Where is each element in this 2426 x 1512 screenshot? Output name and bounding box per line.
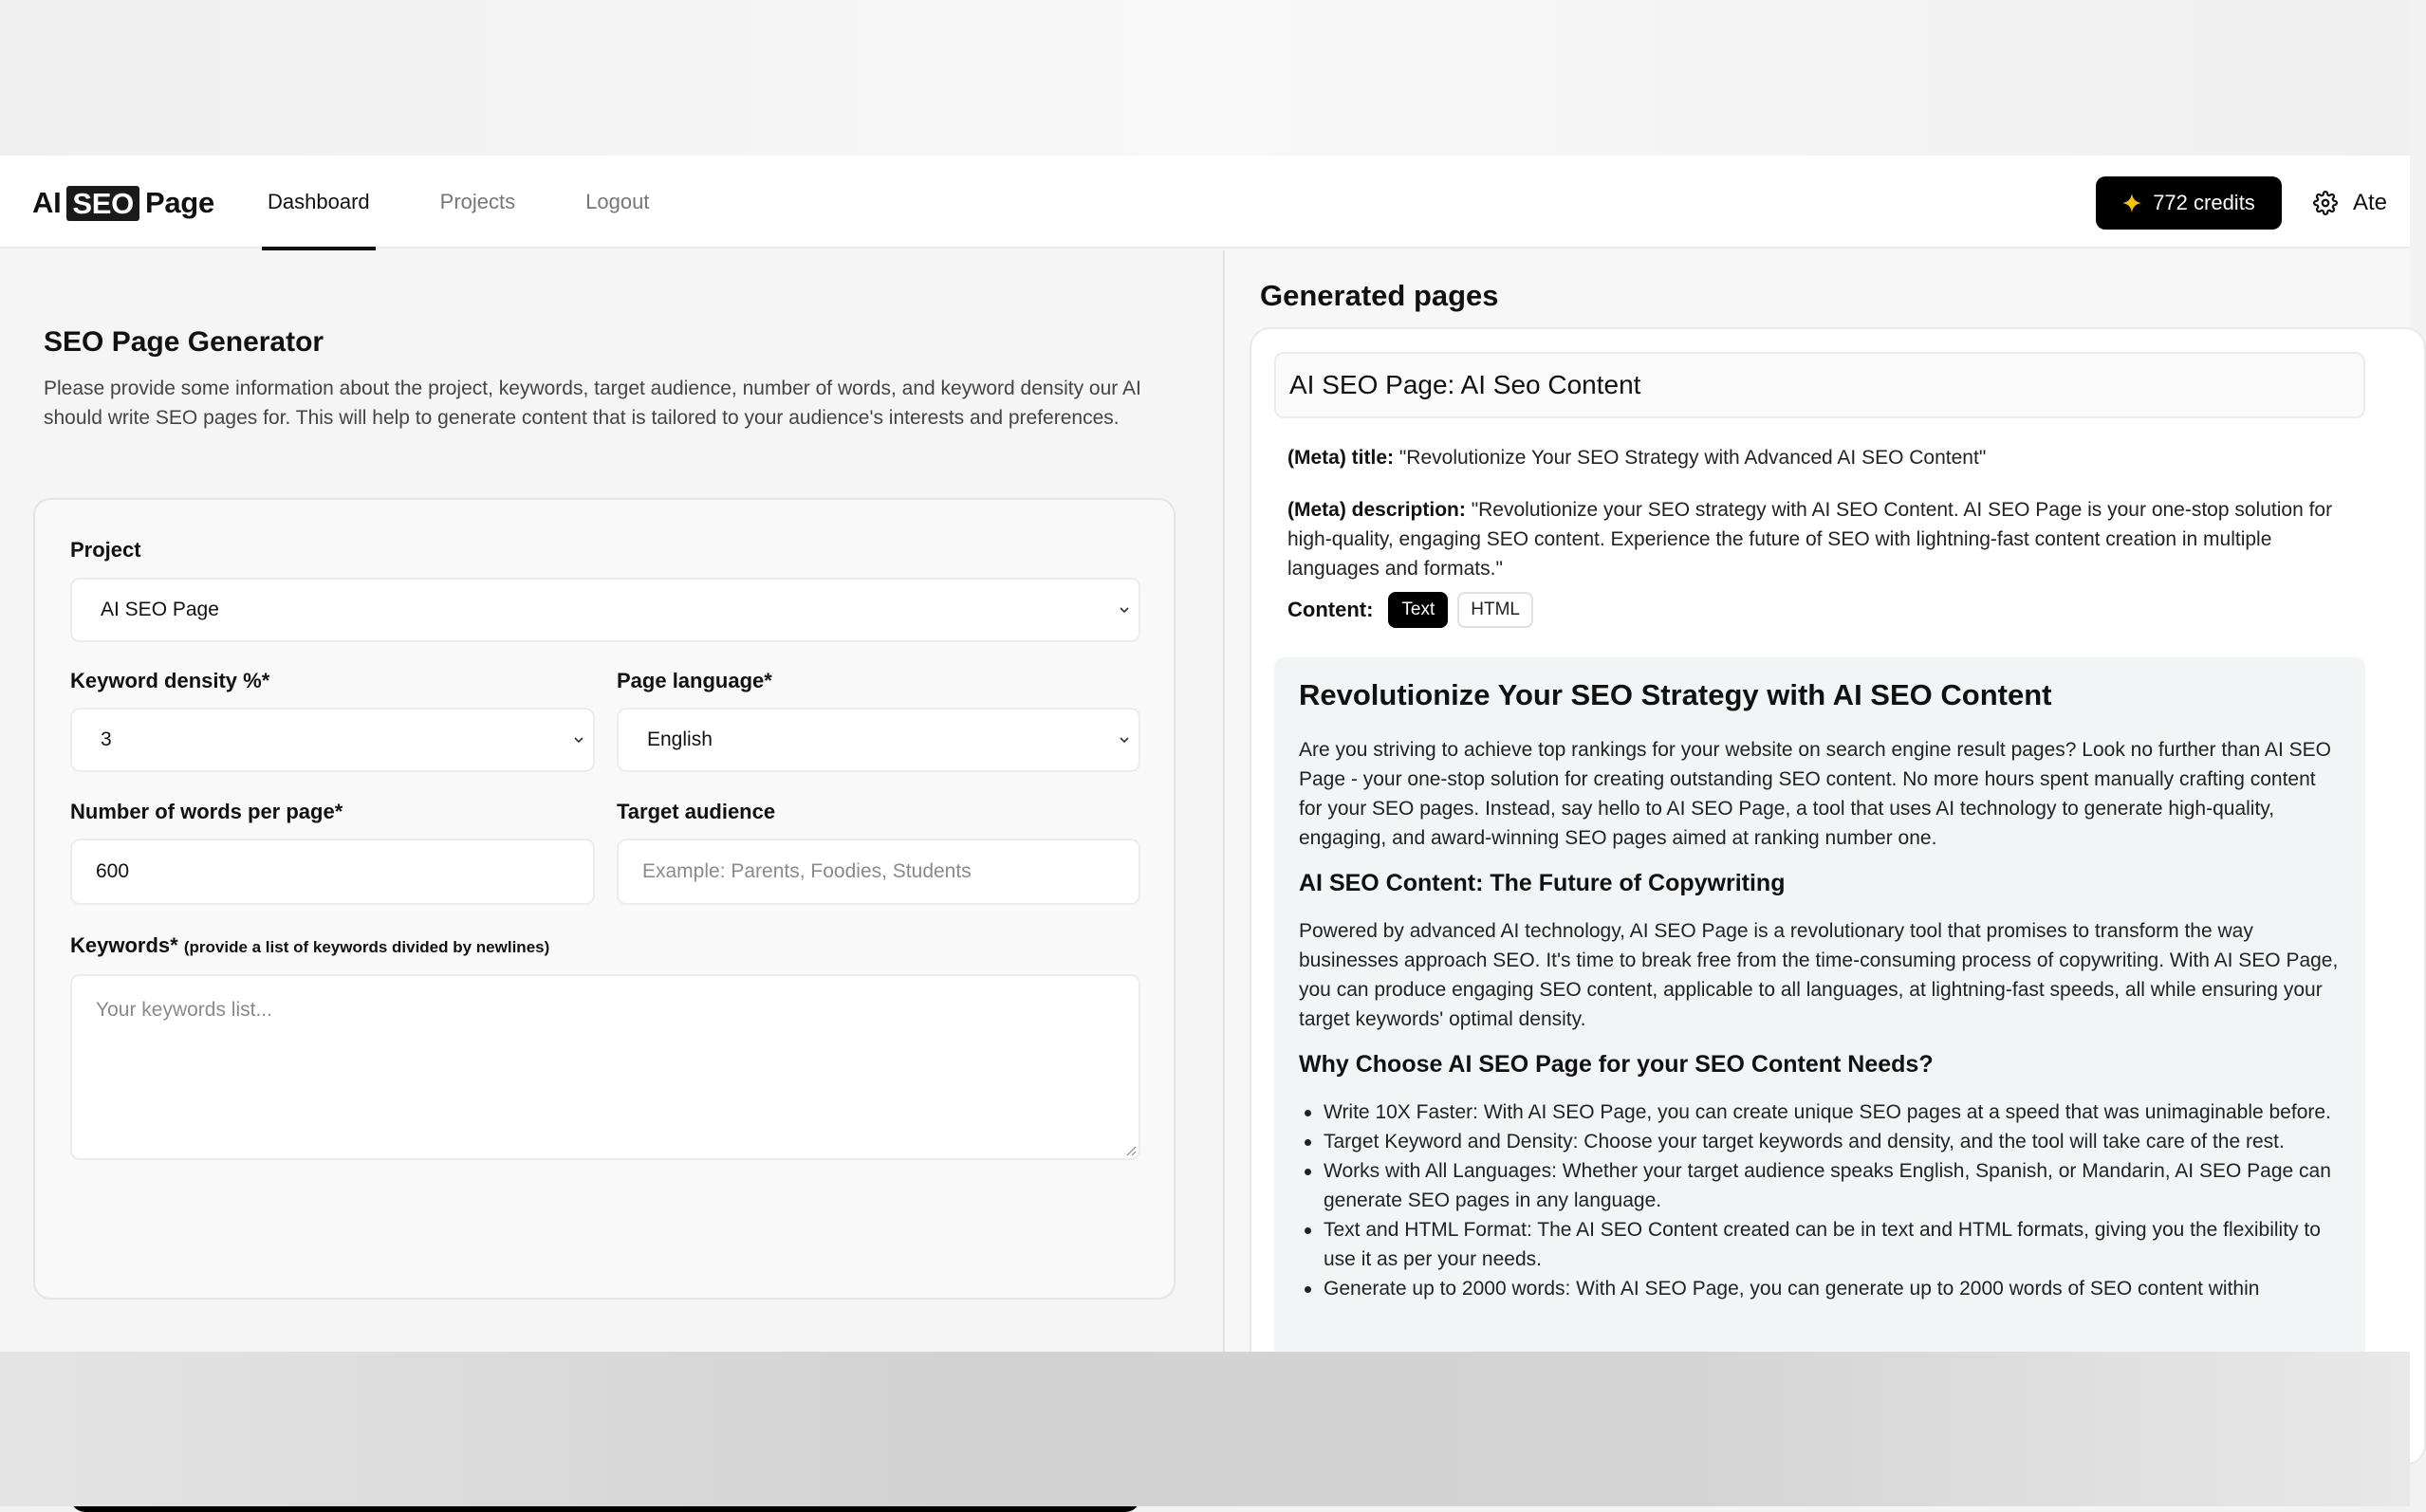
keywords-textarea[interactable] bbox=[70, 974, 1140, 1160]
generator-form bbox=[33, 498, 1176, 1300]
logo-suffix: Page bbox=[144, 186, 214, 219]
page-language-select[interactable] bbox=[617, 708, 1140, 772]
content-subheading: AI SEO Content: The Future of Copywriting bbox=[1299, 870, 1786, 896]
page-language-value: English bbox=[647, 728, 713, 750]
logo-prefix: AI bbox=[32, 186, 62, 219]
content-paragraph: Powered by advanced AI technology, AI SEO Page is a revolutionary tool that promises to transform the way businesses approach SEO. It's time to break free from the time-consuming process of copywriting. With AI SEO Page, you can produce engaging SEO content, applicable to all languages, at lightning-fast speeds, all while ensuring your target keywords' optimal density. bbox=[1299, 920, 2339, 1030]
app-window bbox=[0, 156, 2410, 1352]
top-navbar bbox=[0, 156, 2410, 249]
keywords-hint: (provide a list of keywords divided by newlines) bbox=[183, 938, 550, 956]
generator-description: Please provide some information about the project, keywords, target audience, number of words, and keyword density our AI should write SEO pages for. This will help to generate content that is tailored to your audience's interests and preferences. bbox=[44, 378, 1141, 429]
generated-page-title: AI SEO Page: AI Seo Content bbox=[1274, 352, 2365, 418]
target-audience-label: Target audience bbox=[617, 800, 776, 823]
content-bullet-list bbox=[1299, 1097, 2341, 1303]
list-item: Write 10X Faster: With AI SEO Page, you can create unique SEO pages at a speed that was unimaginable before. bbox=[1299, 1097, 2341, 1127]
target-audience-placeholder: Example: Parents, Foodies, Students bbox=[642, 860, 972, 882]
content-format-toggle bbox=[1287, 592, 1533, 628]
meta-title bbox=[1287, 443, 2360, 472]
keywords-placeholder: Your keywords list... bbox=[96, 999, 272, 1021]
nav-dashboard[interactable]: Dashboard bbox=[262, 156, 376, 249]
list-item: Works with All Languages: Whether your target audience speaks English, Spanish, or Mandarin, AI SEO Page can generate SEO pages in any language. bbox=[1299, 1156, 2341, 1215]
generator-title: SEO Page Generator bbox=[44, 326, 324, 358]
meta-description-value: "Revolutionize your SEO strategy with AI SEO Content. AI SEO Page is your one-stop solution for high-quality, engaging SEO content. Experience the future of SEO with lightning-fast content creation in multiple languages and formats." bbox=[1287, 499, 2333, 580]
meta-description bbox=[1287, 495, 2360, 583]
user-menu[interactable] bbox=[2313, 176, 2387, 230]
content-label: Content: bbox=[1287, 598, 1374, 621]
content-paragraph: Are you striving to achieve top rankings for your website on search engine result pages? Look no further than AI SEO Page - your one-stop solution for creating outstanding SEO content. No more hours spent manually crafting content for your SEO pages. Instead, say hello to AI SEO Page, a tool that uses AI technology to generate high-quality, engaging, and award-winning SEO pages aimed at ranking number one. bbox=[1299, 739, 2331, 849]
words-per-page-input[interactable] bbox=[70, 839, 595, 905]
keywords-label bbox=[70, 933, 549, 958]
project-value: AI SEO Page bbox=[101, 599, 219, 620]
app-logo[interactable] bbox=[32, 184, 214, 222]
nav-logout[interactable]: Logout bbox=[585, 190, 650, 213]
tab-text[interactable]: Text bbox=[1388, 592, 1448, 628]
window-backdrop-top bbox=[0, 0, 2410, 156]
gear-icon bbox=[2313, 191, 2338, 215]
chevron-down-icon bbox=[1118, 733, 1131, 747]
list-item: Target Keyword and Density: Choose your target keywords and density, and the tool will take care of the rest. bbox=[1299, 1127, 2341, 1156]
project-label: Project bbox=[70, 538, 141, 562]
content-heading: Revolutionize Your SEO Strategy with AI SEO Content bbox=[1299, 678, 2052, 711]
resize-handle-icon[interactable] bbox=[1123, 1143, 1137, 1156]
content-subheading: Why Choose AI SEO Page for your SEO Content Needs? bbox=[1299, 1051, 1934, 1078]
sparkle-icon bbox=[2122, 194, 2141, 212]
chevron-down-icon bbox=[1118, 603, 1131, 617]
credits-label: 772 credits bbox=[2153, 191, 2255, 214]
target-audience-input[interactable] bbox=[617, 839, 1140, 905]
project-select[interactable] bbox=[70, 578, 1140, 642]
keywords-label-text: Keywords* bbox=[70, 933, 178, 957]
credits-button[interactable] bbox=[2096, 176, 2282, 230]
page-language-label: Page language* bbox=[617, 669, 772, 692]
main-nav bbox=[262, 156, 713, 249]
words-per-page-value: 600 bbox=[96, 860, 130, 882]
generated-page-card bbox=[1250, 327, 2426, 1466]
logo-highlight: SEO bbox=[66, 186, 139, 221]
list-item: Text and HTML Format: The AI SEO Content created can be in text and HTML formats, giving you the flexibility to use it as per your needs. bbox=[1299, 1215, 2341, 1274]
words-per-page-label: Number of words per page* bbox=[70, 800, 343, 823]
meta-description-label: (Meta) description: bbox=[1287, 499, 1466, 521]
chevron-down-icon bbox=[572, 733, 585, 747]
window-backdrop-bottom bbox=[0, 1352, 2410, 1506]
keyword-density-label: Keyword density %* bbox=[70, 669, 270, 692]
user-name: Ate bbox=[2353, 190, 2388, 215]
tab-html[interactable]: HTML bbox=[1457, 592, 1533, 628]
keyword-density-value: 3 bbox=[101, 728, 112, 750]
generated-pages-panel bbox=[1225, 250, 2410, 1352]
generated-pages-title: Generated pages bbox=[1260, 279, 1499, 312]
nav-projects[interactable]: Projects bbox=[439, 190, 516, 213]
keyword-density-select[interactable] bbox=[70, 708, 595, 772]
list-item: Generate up to 2000 words: With AI SEO Page, you can generate up to 2000 words of SEO content within bbox=[1299, 1274, 2341, 1303]
generator-panel bbox=[0, 250, 1224, 1352]
meta-title-value: "Revolutionize Your SEO Strategy with Advanced AI SEO Content" bbox=[1398, 447, 1987, 469]
meta-title-label: (Meta) title: bbox=[1287, 447, 1394, 469]
